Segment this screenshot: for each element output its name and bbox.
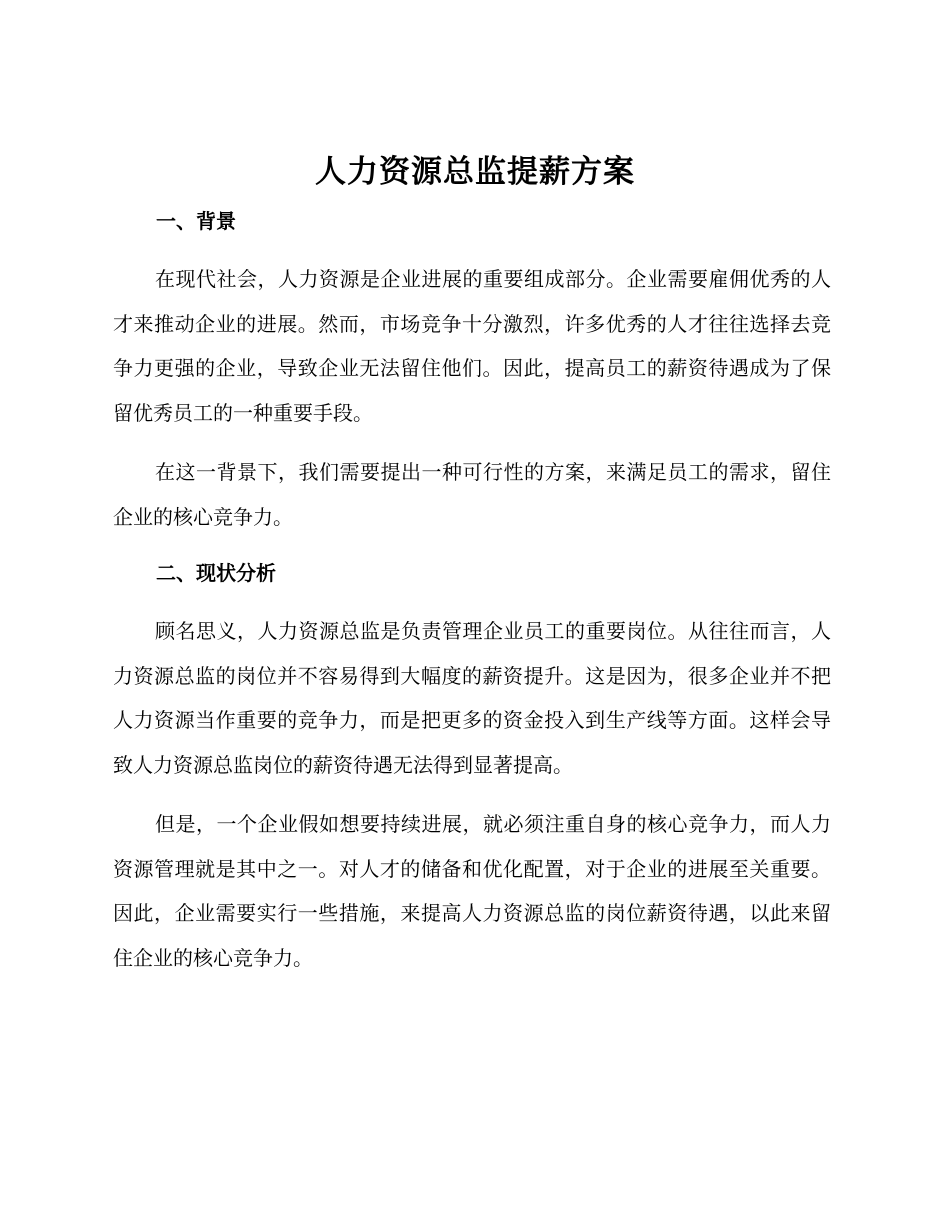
paragraph-background-1: 在现代社会，人力资源是企业进展的重要组成部分。企业需要雇佣优秀的人才来推动企业的进展。然而，市场竞争十分激烈，许多优秀的人才往往选择去竞争力更强的企业，导致企业无法留住他们。因此，提高员工的薪资待遇成为了保留优秀员工的一种重要手段。: [113, 267, 831, 425]
paragraph-status-analysis-2: 但是，一个企业假如想要持续进展，就必须注重自身的核心竞争力，而人力资源管理就是其中之一。对人才的储备和优化配置，对于企业的进展至关重要。因此，企业需要实行一些措施，来提高人力资源总监的岗位薪资待遇，以此来留住企业的核心竞争力。: [113, 812, 831, 970]
paragraph-status-analysis-1: 顾名思义，人力资源总监是负责管理企业员工的重要岗位。从往往而言，人力资源总监的岗位并不容易得到大幅度的薪资提升。这是因为，很多企业并不把人力资源当作重要的竞争力，而是把更多的资金投入到生产线等方面。这样会导致人力资源总监岗位的薪资待遇无法得到显著提高。: [113, 619, 831, 777]
paragraph-background-2: 在这一背景下，我们需要提出一种可行性的方案，来满足员工的需求，留住企业的核心竞争力。: [113, 460, 831, 529]
section-heading-status-analysis: 二、现状分析: [156, 561, 276, 585]
document-title: 人力资源总监提薪方案: [315, 154, 635, 190]
section-heading-background: 一、背景: [156, 209, 236, 233]
